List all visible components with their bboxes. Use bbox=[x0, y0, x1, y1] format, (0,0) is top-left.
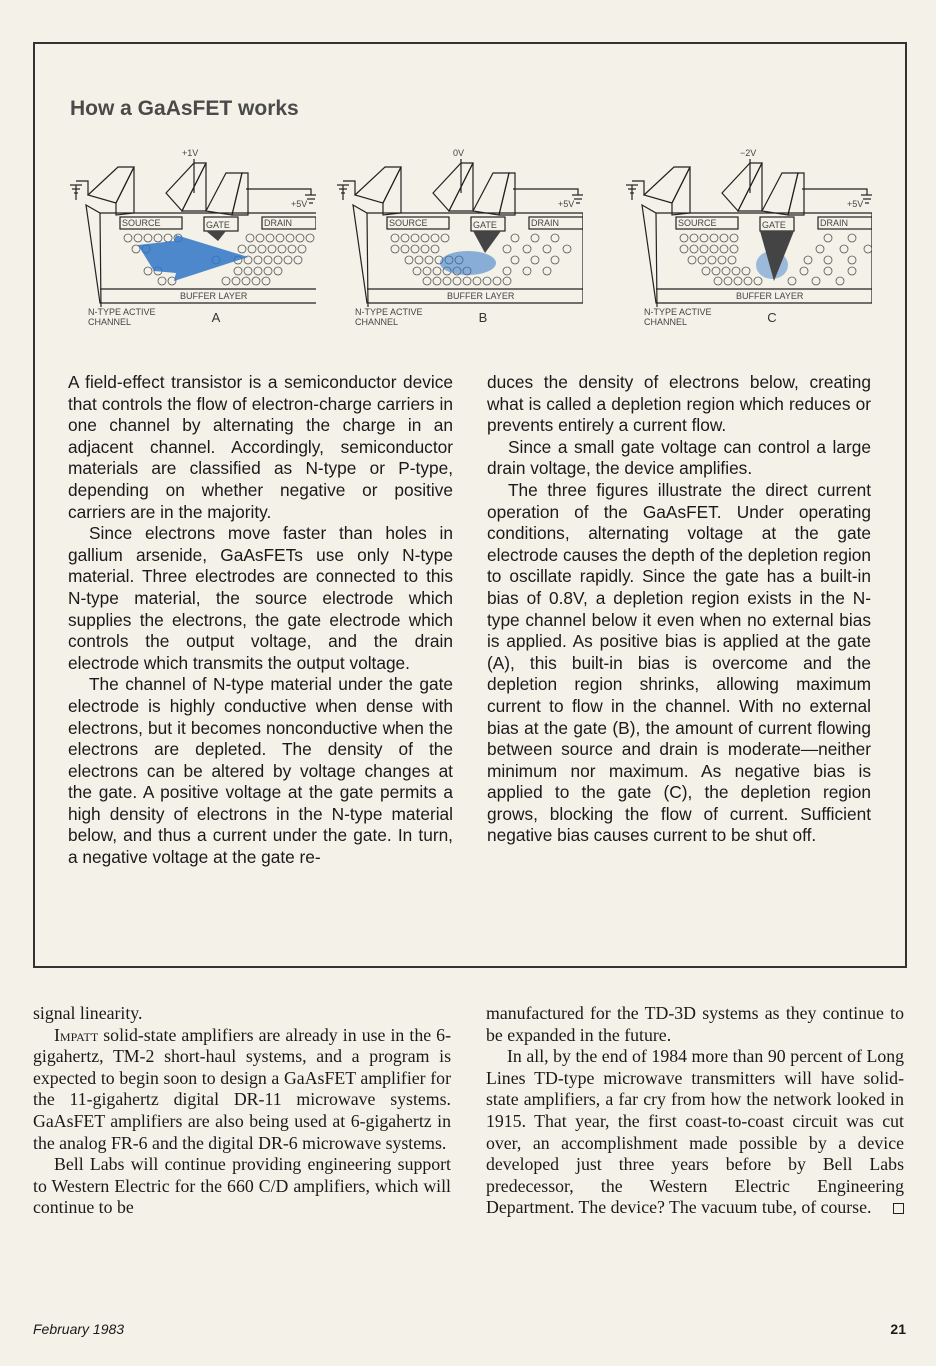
sidebar-title: How a GaAsFET works bbox=[70, 97, 299, 120]
article-paragraph bbox=[486, 1046, 904, 1219]
sidebar-paragraph: Since a small gate voltage can control a large drain voltage, the device amplifies. bbox=[487, 436, 871, 479]
channel-label-c-1: N-TYPE ACTIVE bbox=[644, 307, 712, 317]
gaasfet-diagram-a bbox=[66, 145, 316, 335]
sidebar-paragraph: A field-effect transistor is a semiconductor device that controls the flow of electron-charge carriers in one channel by alternating the charge in an adjacent channel. Accordingly, semiconductor materials are classified as N-type or P-type, depending on whether negative or positive carriers are in the majority. bbox=[68, 372, 453, 522]
electron-cluster-b bbox=[440, 251, 496, 275]
channel-label-a-2: CHANNEL bbox=[88, 317, 132, 327]
gate-label-b: GATE bbox=[473, 220, 497, 230]
article-paragraph: manufactured for the TD-3D systems as they continue to be expanded in the future. bbox=[486, 1003, 904, 1045]
drain-label-b: DRAIN bbox=[531, 218, 560, 228]
buffer-label-c: BUFFER LAYER bbox=[736, 291, 804, 301]
channel-label-b-2: CHANNEL bbox=[355, 317, 399, 327]
depletion-region-a bbox=[206, 231, 226, 241]
article-paragraph: signal linearity. bbox=[33, 1003, 143, 1023]
drain-voltage-a: +5V bbox=[291, 199, 308, 209]
page-number: 21 bbox=[890, 1321, 906, 1337]
source-label-b: SOURCE bbox=[389, 218, 428, 228]
figure-letter-b: B bbox=[478, 310, 488, 325]
drain-label-a: DRAIN bbox=[264, 218, 293, 228]
gate-label-c: GATE bbox=[762, 220, 786, 230]
drain-voltage-b: +5V bbox=[558, 199, 575, 209]
article-paragraph bbox=[33, 1025, 451, 1155]
gaasfet-diagram-b bbox=[333, 145, 583, 335]
buffer-label-a: BUFFER LAYER bbox=[180, 291, 248, 301]
drain-voltage-c: +5V bbox=[847, 199, 864, 209]
gate-voltage-c: −2V bbox=[740, 148, 757, 158]
sidebar-left-column bbox=[68, 372, 453, 869]
impatt-term: Impatt bbox=[54, 1024, 99, 1045]
channel-label-a-1: N-TYPE ACTIVE bbox=[88, 307, 156, 317]
figure-b bbox=[333, 145, 583, 335]
channel-label-b-1: N-TYPE ACTIVE bbox=[355, 307, 423, 317]
source-label-c: SOURCE bbox=[678, 218, 717, 228]
sidebar-paragraph: Since electrons move faster than holes in gallium arsenide, GaAsFETs use only N-type material. Three electrodes are connected to this N-type material, the source electrode which supplies the electrons, the gate electrode which controls the output voltage, and the drain electrode which transmits the output voltage. bbox=[68, 523, 453, 673]
buffer-label-b: BUFFER LAYER bbox=[447, 291, 515, 301]
sidebar-paragraph: The channel of N-type material under the gate electrode is highly conductive when dense with electrons, but it becomes nonconductive when the electrons are depleted. The density of the electrons can be altered by voltage changes at the gate. A positive voltage at the gate permits a high density of electrons in the N-type material below, and thus a current under the gate. In turn, a negative voltage at the gate re- bbox=[68, 674, 453, 868]
electron-flow-arrow-a bbox=[138, 235, 248, 281]
drain-label-c: DRAIN bbox=[820, 218, 849, 228]
source-label-a: SOURCE bbox=[122, 218, 161, 228]
figure-a bbox=[66, 145, 316, 335]
figure-c bbox=[622, 145, 872, 335]
figure-letter-a: A bbox=[211, 310, 221, 325]
end-of-article-mark bbox=[893, 1203, 904, 1214]
gate-voltage-a: +1V bbox=[182, 148, 199, 158]
gaasfet-diagram-c bbox=[622, 145, 872, 335]
footer-date: February 1983 bbox=[33, 1321, 125, 1337]
article-paragraph-text: solid-state amplifiers are already in use in the 6-gigahertz, TM-2 short-haul systems, and a program is expected to begin soon to design a GaAsFET amplifier for the 11-gigahertz digital DR-11 microwave systems. GaAsFET amplifiers are also being used at 6-gigahertz in the analog FR-6 and the digital DR-6 microwave systems. bbox=[33, 1024, 451, 1153]
depletion-region-b bbox=[473, 231, 501, 253]
sidebar-paragraph: The three figures illustrate the direct current operation of the GaAsFET. Under operating conditions, alternating voltage at the gate electrode causes the depth of the depletion region to oscillate rapidly. Since the gate has a built-in bias of 0.8V, a depletion region exists in the N-type channel below it even when no external bias is applied. As positive bias is applied at the gate (A), this built-in bias is overcome and the depletion region shrinks, allowing maximum current to flow in the channel. With no external bias at the gate (B), the amount of current flowing between source and drain is moderate—neither minimum nor maximum. As negative bias is applied to the gate (C), the depletion region grows, blocking the flow of current. Sufficient negative bias causes current to be shut off. bbox=[487, 479, 871, 846]
article-right-column bbox=[486, 1003, 904, 1219]
gate-label-a: GATE bbox=[206, 220, 230, 230]
article-left-column bbox=[33, 1003, 451, 1219]
sidebar-paragraph: duces the density of electrons below, creating what is called a depletion region which reduces or prevents entirely a current flow. bbox=[487, 372, 871, 436]
article-paragraph-text: In all, by the end of 1984 more than 90 percent of Long Lines TD-type microwave transmitters will have solid-state amplifiers, a far cry from how the network looked in 1915. That year, the first coast-to-coast circuit was cut over, an accomplishment made possible by a device developed just three years before by Bell Labs predecessor, the Western Electric Engineering Department. The device? The vacuum tube, of course. bbox=[486, 1046, 904, 1218]
sidebar-right-column bbox=[487, 372, 871, 847]
figures-row bbox=[66, 145, 886, 335]
channel-label-c-2: CHANNEL bbox=[644, 317, 688, 327]
gate-voltage-b: 0V bbox=[453, 148, 465, 158]
figure-letter-c: C bbox=[767, 310, 777, 325]
article-paragraph: Bell Labs will continue providing engineering support to Western Electric for the 660 C/D amplifiers, which will continue to be bbox=[33, 1154, 451, 1218]
